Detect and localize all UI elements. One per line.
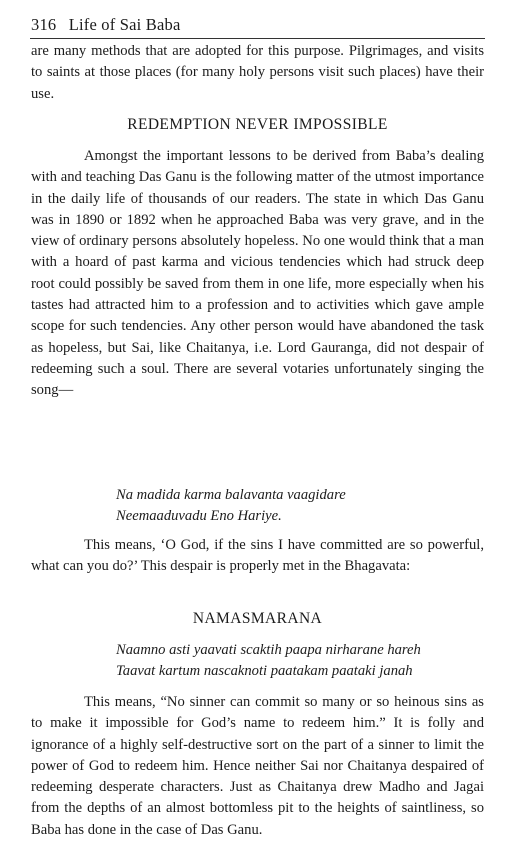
paragraph-2: Amongst the important lessons to be derived from Baba’s dealing with and teaching Das Ganu is the following matter of the utmost importance in the daily life of thousands of our readers. The state in which Das Ganu was in 1890 or 1892 when he approached Baba was very grave, and in the view of ordinary persons absolutely hopeless. No one would think that a man with a hoard of past karma and vicious tendencies which had struck deep root could possibly be saved from them in one life, more especially when his tastes had attracted him to a profession and to activities which gave ample scope for such tendencies. Any other person would have abandoned the task as hopeless, but Sai, like Chaitanya, i.e. Lord Gauranga, did not despair of redeeming such a soul. There are several votaries unfortunately singing the song— xyxy=(31,148,484,399)
opening-paragraph-block xyxy=(31,41,484,105)
page-number: 316 xyxy=(31,15,57,34)
header-rule xyxy=(30,38,485,39)
verse-2-line-2: Taavat kartum nascaknoti paatakam paataki janah xyxy=(116,663,413,680)
verse-1 xyxy=(116,485,346,528)
running-head xyxy=(31,15,180,35)
verse-2 xyxy=(116,640,421,683)
opening-paragraph: are many methods that are adopted for this purpose. Pilgrimages, and visits to saints at those places (for many holy persons visit such places) have their use. xyxy=(31,43,484,102)
paragraph-4: This means, “No sinner can commit so many or so heinous sins as to make it impossible for God’s name to redeem him.” It is folly and ignorance of a highly self-destructive sort on the part of a sinner to limit the power of God to redeem him. Hence neither Sai nor Chaitanya despaired of redeeming desperate characters. Just as Chaitanya drew Madho and Jagai from the depths of an almost bottomless pit to the heights of saintliness, so Baba has done in the case of Das Ganu. xyxy=(31,694,484,838)
section-heading-redemption: REDEMPTION NEVER IMPOSSIBLE xyxy=(127,116,388,133)
verse-1-line-2: Neemaaduvadu Eno Hariye. xyxy=(116,508,282,525)
verse-2-line-1: Naamno asti yaavati scaktih paapa nirharane hareh xyxy=(116,642,421,658)
paragraph-2-block xyxy=(31,146,484,402)
paragraph-3-block xyxy=(31,535,484,578)
paragraph-3: This means, ‘O God, if the sins I have committed are so powerful, what can you do?’ This despair is properly met in the Bhagavata: xyxy=(31,537,484,575)
verse-1-line-1: Na madida karma balavanta vaagidare xyxy=(116,487,346,503)
section-heading-namasmarana: NAMASMARANA xyxy=(192,610,323,627)
paragraph-4-block xyxy=(31,692,484,841)
running-title: Life of Sai Baba xyxy=(68,15,181,34)
